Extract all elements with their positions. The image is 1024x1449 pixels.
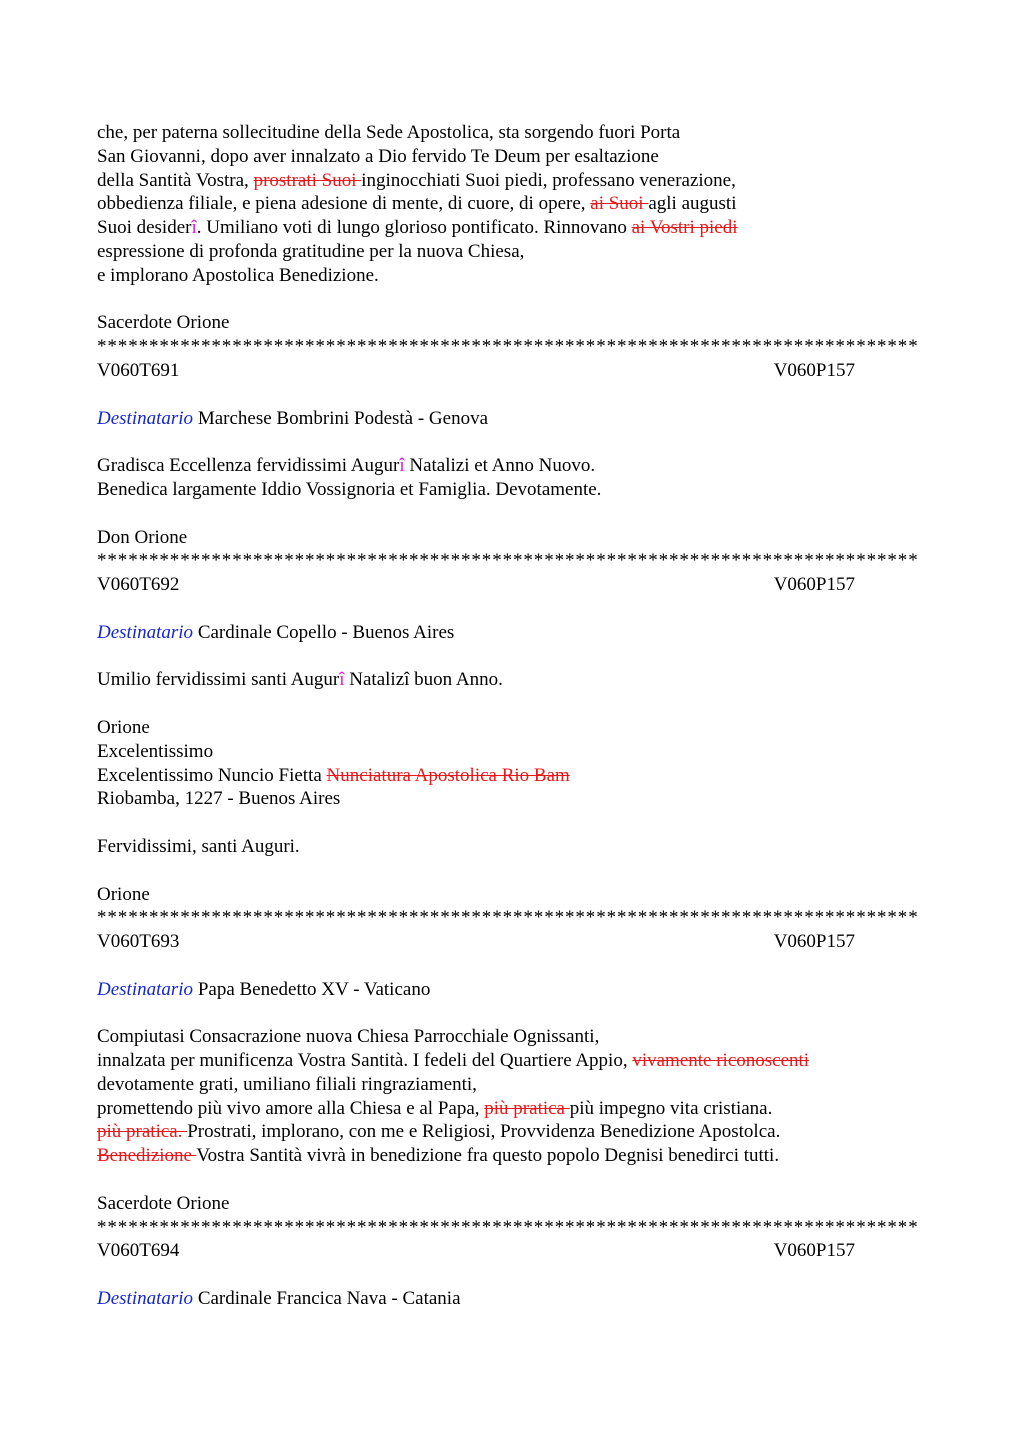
text-run: Excelentissimo Nuncio Fietta <box>97 764 327 786</box>
text-run: Sacerdote Orione <box>97 312 230 334</box>
text-run: più impegno vita cristiana. <box>569 1097 773 1119</box>
text-line <box>97 1144 927 1168</box>
text-run: Don Orione <box>97 526 188 548</box>
letter-id: V060T691 <box>97 359 180 381</box>
text-run: San Giovanni, dopo aver innalzato a Dio fervido Te Deum per esaltazione <box>97 145 659 167</box>
blank-line <box>97 1263 927 1287</box>
text-run: Benedica largamente Iddio Vossignoria et Famiglia. Devotamente. <box>97 478 602 500</box>
deleted-text: Benedizione <box>97 1145 197 1167</box>
recipient-name: Marchese Bombrini Podestà - Genova <box>193 407 489 429</box>
separator-line: ******************************************************************************* <box>97 336 919 358</box>
document-page <box>97 121 927 1311</box>
text-line <box>97 145 927 169</box>
recipient-line <box>97 621 927 645</box>
blank-line <box>97 645 927 669</box>
text-run: Excelentissimo <box>97 740 214 762</box>
recipient-name: Cardinale Copello - Buenos Aires <box>193 621 455 643</box>
text-line <box>97 216 927 240</box>
blank-line <box>97 1001 927 1025</box>
blank-line <box>97 859 927 883</box>
text-run: Natalizi et Anno Nuovo. <box>404 455 596 477</box>
reference-line <box>97 1239 855 1263</box>
text-line <box>97 264 927 288</box>
text-run: Suoi desider <box>97 217 192 239</box>
letter-section <box>97 549 927 906</box>
blank-line <box>97 288 927 312</box>
text-run: Orione <box>97 883 150 905</box>
separator-line: ******************************************************************************* <box>97 550 919 572</box>
text-line <box>97 192 927 216</box>
inserted-text: î <box>339 669 345 691</box>
text-line <box>97 1192 927 1216</box>
text-run: Riobamba, 1227 - Buenos Aires <box>97 788 341 810</box>
text-run: Compiutasi Consacrazione nuova Chiesa Parrocchiale Ognissanti, <box>97 1026 600 1048</box>
text-run: inginocchiati Suoi piedi, professano venerazione, <box>361 169 736 191</box>
text-run: Natalizî buon Anno. <box>344 669 503 691</box>
letter-section <box>97 1216 927 1311</box>
recipient-name: Papa Benedetto XV - Vaticano <box>193 978 431 1000</box>
letter-id: V060T693 <box>97 931 180 953</box>
text-line <box>97 454 927 478</box>
opening-section <box>97 121 927 335</box>
text-line <box>97 121 927 145</box>
page-id: V060P157 <box>773 574 855 596</box>
reference-line <box>97 573 855 597</box>
blank-line <box>97 502 927 526</box>
text-run: della Santità Vostra, <box>97 169 254 191</box>
text-run: Vostra Santità vivrà in benedizione fra questo popolo Degnisi benedirci tutti. <box>196 1145 780 1167</box>
deleted-text: vivamente riconoscenti <box>632 1050 810 1072</box>
text-run: Orione <box>97 716 150 738</box>
text-run: Prostrati, implorano, con me e Religiosi, Provvidenza Benedizione Apostolca. <box>187 1121 781 1143</box>
text-line <box>97 740 927 764</box>
page-id: V060P157 <box>773 931 855 953</box>
recipient-label: Destinatario <box>97 621 194 643</box>
recipient-label: Destinatario <box>97 407 194 429</box>
text-run: e implorano Apostolica Benedizione. <box>97 264 379 286</box>
blank-line <box>97 1168 927 1192</box>
text-run: devotamente grati, umiliano filiali ringraziamenti, <box>97 1073 477 1095</box>
reference-line <box>97 930 855 954</box>
text-line <box>97 478 927 502</box>
inserted-text: î <box>191 217 197 239</box>
text-run: obbedienza filiale, e piena adesione di mente, di cuore, di opere, <box>97 193 591 215</box>
text-line <box>97 1025 927 1049</box>
text-run: Sacerdote Orione <box>97 1192 230 1214</box>
letter-section <box>97 335 927 549</box>
blank-line <box>97 954 927 978</box>
recipient-line <box>97 407 927 431</box>
text-run: promettendo più vivo amore alla Chiesa e al Papa, <box>97 1097 485 1119</box>
text-line <box>97 1097 927 1121</box>
text-run: Gradisca Eccellenza fervidissimi Augur <box>97 455 400 477</box>
text-line <box>97 787 927 811</box>
letter-section <box>97 906 927 1215</box>
text-run: Fervidissimi, santi Auguri. <box>97 835 300 857</box>
separator-line: ******************************************************************************* <box>97 1216 919 1238</box>
letter-id: V060T694 <box>97 1240 180 1262</box>
recipient-name: Cardinale Francica Nava - Catania <box>193 1288 461 1310</box>
separator-line: ******************************************************************************* <box>97 907 919 929</box>
text-run: . Umiliano voti di lungo glorioso pontificato. Rinnovano <box>196 217 632 239</box>
text-line <box>97 311 927 335</box>
inserted-text: î <box>399 455 405 477</box>
deleted-text: più pratica. <box>97 1121 188 1143</box>
text-line <box>97 240 927 264</box>
text-run: innalzata per munificenza Vostra Santità. I fedeli del Quartiere Appio, <box>97 1050 633 1072</box>
recipient-line <box>97 1287 927 1311</box>
text-line <box>97 169 927 193</box>
deleted-text: Nunciatura Apostolica Rio Bam <box>326 764 570 786</box>
blank-line <box>97 692 927 716</box>
recipient-label: Destinatario <box>97 978 194 1000</box>
deleted-text: prostrati Suoi <box>253 169 362 191</box>
deleted-text: ai Suoi <box>590 193 649 215</box>
text-run: Umilio fervidissimi santi Augur <box>97 669 340 691</box>
page-id: V060P157 <box>773 1240 855 1262</box>
page-id: V060P157 <box>773 359 855 381</box>
text-line <box>97 526 927 550</box>
text-run: agli augusti <box>648 193 737 215</box>
text-line <box>97 883 927 907</box>
text-run: espressione di profonda gratitudine per la nuova Chiesa, <box>97 240 525 262</box>
letter-id: V060T692 <box>97 574 180 596</box>
text-run: che, per paterna sollecitudine della Sede Apostolica, sta sorgendo fuori Porta <box>97 122 681 143</box>
reference-line <box>97 359 855 383</box>
blank-line <box>97 811 927 835</box>
text-line <box>97 1073 927 1097</box>
text-line <box>97 716 927 740</box>
text-line <box>97 764 927 788</box>
blank-line <box>97 597 927 621</box>
text-line <box>97 835 927 859</box>
blank-line <box>97 430 927 454</box>
text-line <box>97 1120 927 1144</box>
text-line <box>97 668 927 692</box>
blank-line <box>97 383 927 407</box>
text-line <box>97 1049 927 1073</box>
recipient-label: Destinatario <box>97 1288 194 1310</box>
deleted-text: ai Vostri piedi <box>631 217 738 239</box>
recipient-line <box>97 978 927 1002</box>
deleted-text: più pratica <box>484 1097 570 1119</box>
